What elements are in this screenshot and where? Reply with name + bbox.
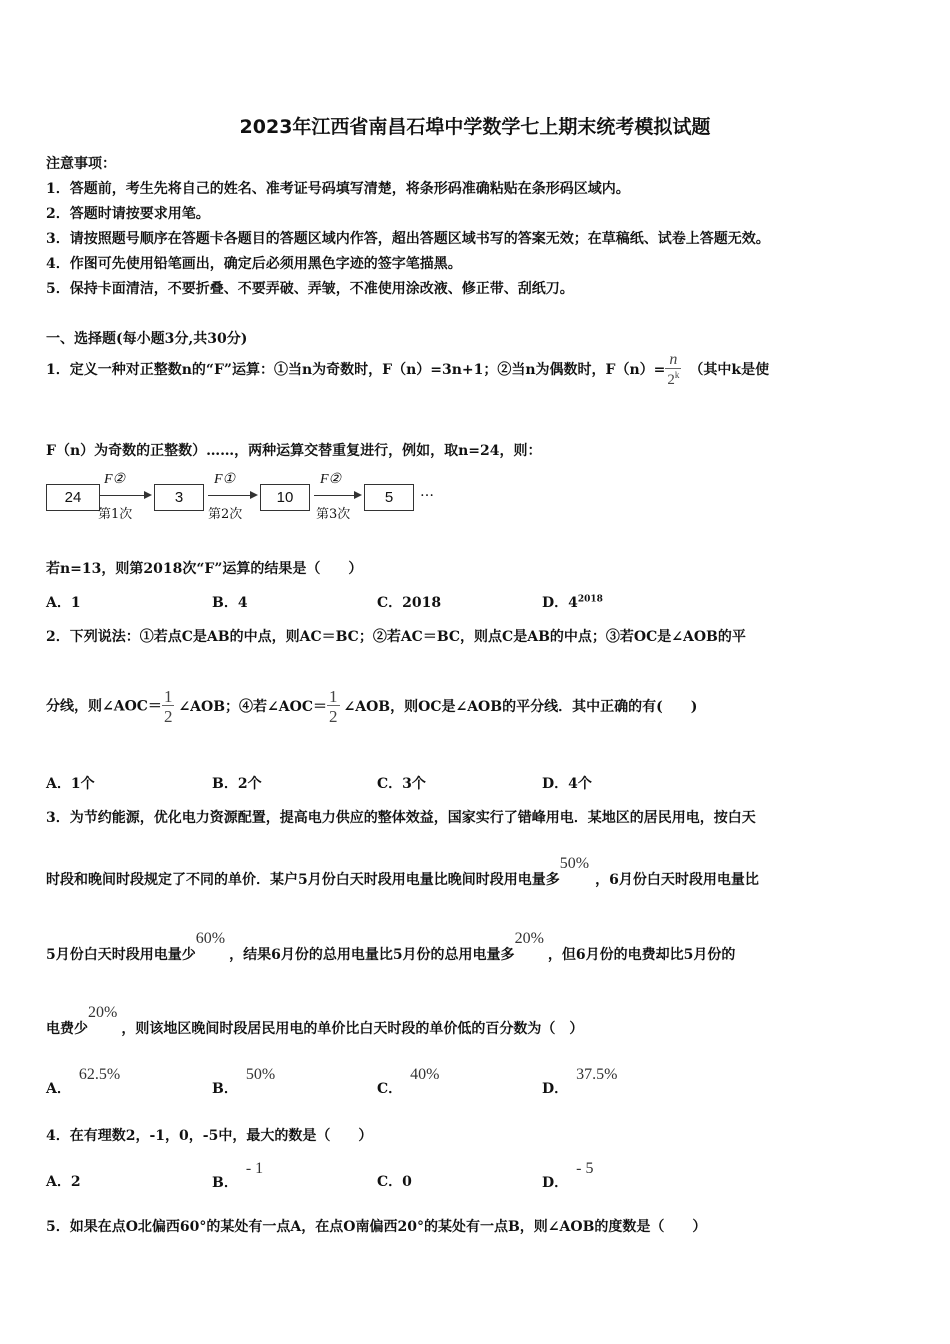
q1-text-b: （其中k是使 [689, 362, 770, 378]
flow-op-label: F② [320, 472, 342, 487]
arrow-icon [100, 495, 150, 496]
arrow-icon [208, 495, 256, 496]
q3-value: 60% [195, 930, 226, 947]
option-c: C．2018 [377, 595, 442, 611]
flow-ellipsis: … [420, 484, 434, 500]
q1-flow-diagram [44, 471, 436, 523]
flow-op-label: F① [214, 472, 236, 487]
option-a: A．1个 [46, 776, 95, 792]
option-c: C．40% [377, 1066, 440, 1097]
q2-half-fraction: $\frac{1}{2}$ [329, 687, 338, 726]
option-b: B．2个 [212, 776, 262, 792]
q3-line4: 电费少20%，则该地区晚间时段居民用电的单价比白天时段的单价低的百分数为（ ） [46, 1004, 584, 1037]
arrow-icon [314, 495, 360, 496]
flow-box: 5 [364, 484, 414, 511]
q3-value: 20% [88, 1004, 118, 1021]
option-b: B．4 [212, 595, 248, 611]
q5-line: 5．如果在点O北偏西60°的某处有一点A，在点O南偏西20°的某处有一点B，则∠AOB的度数是（ ） [46, 1219, 707, 1235]
q2-half-fraction: $\frac{1}{2}$ [163, 687, 173, 726]
q1-text-a: 1．定义一种对正整数n的“F”运算：①当n为奇数时，F（n）=3n+1；②当n为偶数时，F（n）= [46, 362, 666, 378]
q4-line: 4．在有理数2，-1，0，-5中，最大的数是（ ） [46, 1128, 373, 1144]
flow-box: 24 [46, 484, 100, 511]
notice-item: 1．答题前，考生先将自己的姓名、准考证号码填写清楚，将条形码准确粘贴在条形码区域内。 [46, 181, 630, 197]
q1-line1 [46, 352, 769, 388]
option-b: B．50% [212, 1066, 276, 1097]
q3-line1: 3．为节约能源，优化电力资源配置，提高电力供应的整体效益，国家实行了错峰用电．某地区的居民用电，按白天 [46, 810, 756, 826]
section-heading: 一、选择题(每小题3分,共30分) [46, 331, 248, 347]
option-c: C．3个 [377, 776, 426, 792]
q3-value: 20% [514, 930, 544, 947]
q1-frac-num: n [669, 351, 678, 368]
option-d: D．4个 [542, 776, 592, 792]
option-a: A．62.5% [46, 1066, 121, 1097]
q1-line2: F（n）为奇数的正整数）……，两种运算交替重复进行，例如，取n=24，则： [46, 443, 542, 459]
notice-item: 5．保持卡面清洁，不要折叠、不要弄破、弄皱，不准使用涂改液、修正带、刮纸刀。 [46, 281, 574, 297]
q1-question: 若n=13，则第2018次“F”运算的结果是（ ） [46, 561, 363, 577]
option-d: D．- 5 [542, 1160, 594, 1191]
q3-line2: 时段和晚间时段规定了不同的单价．某户5月份白天时段用电量比晚间时段用电量多50%，6月份白天时段用电量比 [46, 855, 759, 888]
flow-op-label: F② [104, 472, 126, 487]
option-b: B．- 1 [212, 1160, 264, 1191]
flow-box: 3 [154, 484, 204, 511]
option-d: D．$4^{2018}$ [542, 594, 603, 611]
q2-line2: 分线，则∠AOC＝ $\frac{1}{2}$ ∠AOB；④若∠AOC＝ $\frac{1}{2}$ ∠AOB，则OC是∠AOB的平分线．其中正确的有( ) [46, 687, 698, 726]
flow-step-label: 第3次 [316, 507, 351, 522]
q2-line1: 2．下列说法：①若点C是AB的中点，则AC＝BC；②若AC＝BC，则点C是AB的中点；③若OC是∠AOB的平 [46, 629, 746, 645]
notice-item: 3．请按照题号顺序在答题卡各题目的答题区域内作答，超出答题区域书写的答案无效；在草稿纸、试卷上答题无效。 [46, 231, 770, 247]
q3-line3: 5月份白天时段用电量少60%，结果6月份的总用电量比5月份的总用电量多20%，但6月份的电费却比5月份的 [46, 930, 736, 963]
option-d: D．37.5% [542, 1066, 618, 1097]
option-c: C．0 [377, 1174, 412, 1190]
flow-step-label: 第1次 [98, 507, 133, 522]
notice-item: 2．答题时请按要求用笔。 [46, 206, 210, 222]
q3-value: 50% [559, 855, 590, 872]
page-title: 2023年江西省南昌石埠中学数学七上期末统考模拟试题 [239, 116, 711, 138]
notice-heading: 注意事项： [46, 156, 116, 172]
q1-fraction [665, 352, 681, 388]
notice-item: 4．作图可先使用铅笔画出，确定后必须用黑色字迹的签字笔描黑。 [46, 256, 462, 272]
q1-frac-den: 2$^k$ [667, 370, 680, 388]
option-a: A．2 [46, 1174, 81, 1190]
option-a: A．1 [46, 595, 81, 611]
flow-box: 10 [260, 484, 310, 511]
flow-step-label: 第2次 [208, 507, 243, 522]
